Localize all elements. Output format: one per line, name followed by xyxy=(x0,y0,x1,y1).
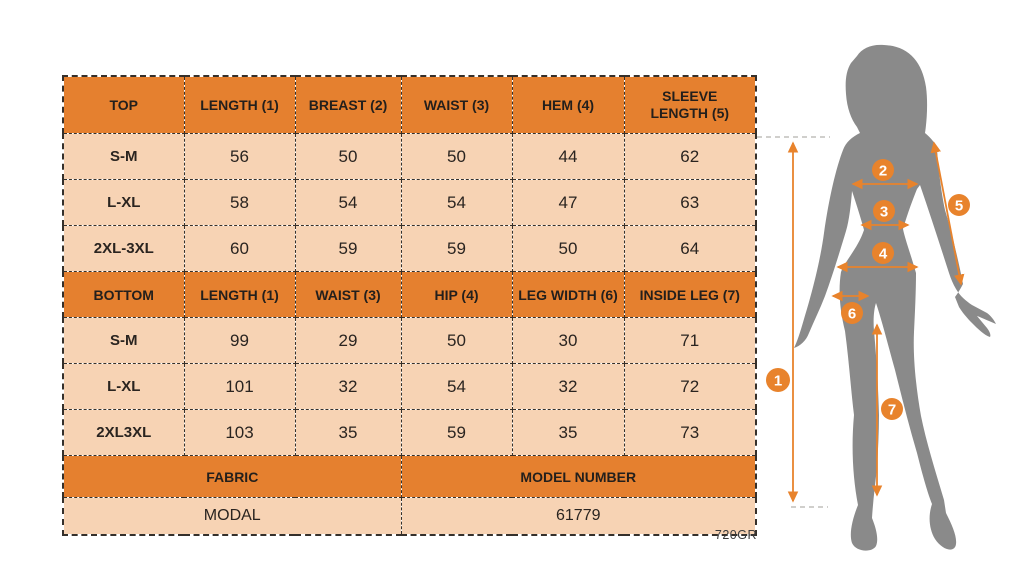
header-label: WAIST (3) xyxy=(315,286,381,303)
size-cell: S-M xyxy=(63,134,184,180)
marker-3 xyxy=(873,200,895,222)
fabric-value-cell: MODAL xyxy=(63,498,401,536)
header-cell-leg-width-6 xyxy=(512,272,624,318)
marker-6 xyxy=(841,302,863,324)
value-cell: 54 xyxy=(401,364,512,410)
marker-5-label: 5 xyxy=(954,197,964,215)
table-row xyxy=(63,180,756,226)
value-cell: 50 xyxy=(512,226,624,272)
header-label: LEG WIDTH (6) xyxy=(518,286,618,303)
value-cell: 60 xyxy=(184,226,295,272)
model-number-header-cell: MODEL NUMBER xyxy=(401,456,756,498)
header-cell-length-1 xyxy=(184,272,295,318)
marker-2-label: 2 xyxy=(878,162,888,180)
marker-5 xyxy=(948,194,970,216)
marker-2 xyxy=(872,159,894,181)
value-cell: 59 xyxy=(401,410,512,456)
header-label: HEM (4) xyxy=(541,97,595,113)
value-cell: 50 xyxy=(401,318,512,364)
header-label: BOTTOM xyxy=(93,286,154,303)
header-cell-waist-3 xyxy=(401,76,512,134)
header-label: INSIDE LEG (7) xyxy=(639,286,740,303)
footer-header-row xyxy=(63,456,756,498)
value-cell: 59 xyxy=(401,226,512,272)
header-cell-length-1 xyxy=(184,76,295,134)
fabric-header-cell: FABRIC xyxy=(63,456,401,498)
bottom-header-row xyxy=(63,272,756,318)
size-cell: 2XL-3XL xyxy=(63,226,184,272)
measurement-figure xyxy=(750,0,1024,573)
woman-silhouette xyxy=(794,45,996,551)
value-cell: 29 xyxy=(295,318,401,364)
header-label: LENGTH (1) xyxy=(200,97,279,113)
header-label: WAIST (3) xyxy=(423,97,490,113)
header-label: LENGTH (1) xyxy=(200,286,279,303)
model-number-value-cell: 61779 xyxy=(401,498,756,536)
value-cell: 63 xyxy=(624,180,756,226)
value-cell: 71 xyxy=(624,318,756,364)
value-cell: 58 xyxy=(184,180,295,226)
marker-1 xyxy=(766,368,790,392)
size-cell: L-XL xyxy=(63,180,184,226)
marker-7 xyxy=(881,398,903,420)
header-label: HIP (4) xyxy=(434,286,479,303)
value-cell: 101 xyxy=(184,364,295,410)
header-label: TOP xyxy=(109,97,139,113)
value-cell: 62 xyxy=(624,134,756,180)
marker-7-label: 7 xyxy=(887,401,897,419)
value-cell: 103 xyxy=(184,410,295,456)
figure-svg xyxy=(750,0,1024,573)
header-cell-hip-4 xyxy=(401,272,512,318)
marker-3-label: 3 xyxy=(879,203,889,221)
marker-4-label: 4 xyxy=(878,245,888,263)
value-cell: 50 xyxy=(295,134,401,180)
weight-label: 720GR xyxy=(714,528,757,542)
size-cell: S-M xyxy=(63,318,184,364)
header-cell-breast-2 xyxy=(295,76,401,134)
value-cell: 47 xyxy=(512,180,624,226)
size-chart-table xyxy=(62,75,757,536)
table-row xyxy=(63,318,756,364)
value-cell: 30 xyxy=(512,318,624,364)
value-cell: 32 xyxy=(512,364,624,410)
value-cell: 73 xyxy=(624,410,756,456)
top-header-row xyxy=(63,76,756,134)
size-cell: 2XL3XL xyxy=(63,410,184,456)
header-cell-top xyxy=(63,76,184,134)
value-cell: 72 xyxy=(624,364,756,410)
size-cell: L-XL xyxy=(63,364,184,410)
value-cell: 56 xyxy=(184,134,295,180)
table-row xyxy=(63,410,756,456)
value-cell: 64 xyxy=(624,226,756,272)
header-label: BREAST (2) xyxy=(308,97,388,113)
value-cell: 50 xyxy=(401,134,512,180)
header-cell-inside-leg-7 xyxy=(624,272,756,318)
value-cell: 59 xyxy=(295,226,401,272)
table-row xyxy=(63,364,756,410)
header-cell-waist-3 xyxy=(295,272,401,318)
header-label: SLEEVE LENGTH (5) xyxy=(650,87,730,121)
value-cell: 54 xyxy=(401,180,512,226)
header-cell-sleeve-length-5 xyxy=(624,76,756,134)
value-cell: 99 xyxy=(184,318,295,364)
table-row xyxy=(63,226,756,272)
value-cell: 35 xyxy=(512,410,624,456)
header-cell-hem-4 xyxy=(512,76,624,134)
marker-6-label: 6 xyxy=(847,305,857,323)
value-cell: 32 xyxy=(295,364,401,410)
header-cell-bottom xyxy=(63,272,184,318)
table-row xyxy=(63,134,756,180)
value-cell: 35 xyxy=(295,410,401,456)
marker-1-label: 1 xyxy=(773,372,783,390)
value-cell: 44 xyxy=(512,134,624,180)
marker-4 xyxy=(872,242,894,264)
value-cell: 54 xyxy=(295,180,401,226)
